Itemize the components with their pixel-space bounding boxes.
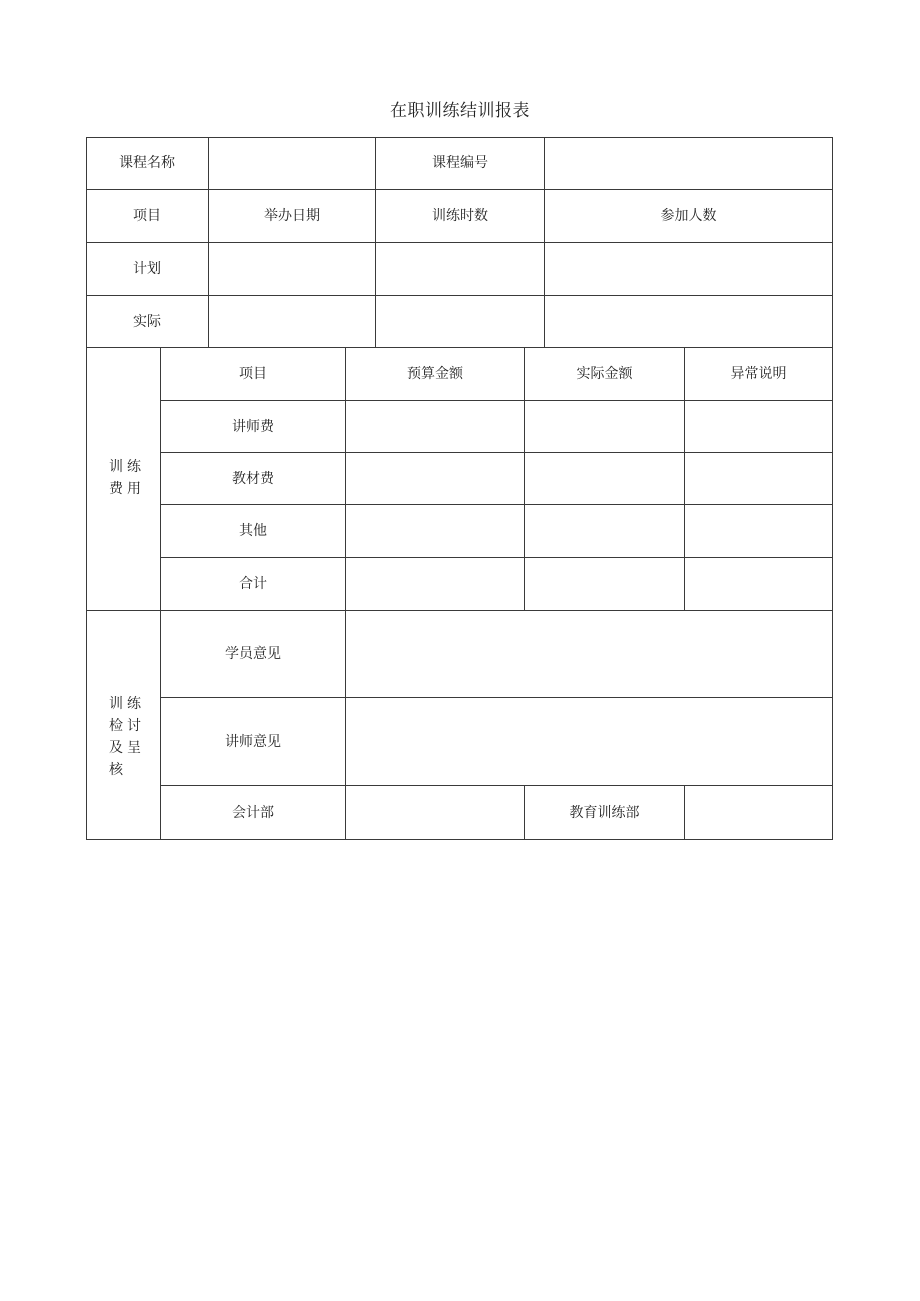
- accounting-label: 会计部: [232, 804, 274, 821]
- course-name-label: 课程名称: [119, 155, 175, 171]
- expense-budget-field[interactable]: [346, 453, 524, 504]
- course-code-field[interactable]: [545, 137, 832, 189]
- course-code-label: 课程编号: [432, 155, 488, 171]
- expense-row-label: 其他: [239, 523, 267, 539]
- schedule-header-participants: 参加人数: [660, 208, 717, 224]
- actual-participants-field[interactable]: [545, 296, 832, 347]
- expense-header-budget: 预算金额: [407, 366, 463, 382]
- plan-hours-field[interactable]: [376, 243, 544, 295]
- expense-row-label: 讲师费: [232, 418, 274, 435]
- education-dept-field[interactable]: [685, 786, 832, 839]
- expense-actual-field[interactable]: [525, 401, 684, 452]
- instructor-opinion-label: 讲师意见: [225, 733, 281, 750]
- plan-date-field[interactable]: [209, 243, 375, 295]
- expense-actual-field[interactable]: [525, 558, 684, 610]
- actual-date-field[interactable]: [209, 296, 375, 347]
- schedule-header-date: 举办日期: [264, 208, 320, 224]
- actual-row-label: 实际: [133, 313, 161, 330]
- schedule-header-hours: 训练时数: [432, 208, 488, 224]
- review-section-label: 训练检讨及呈核: [109, 696, 145, 778]
- document-title: 在职训练结训报表: [390, 101, 530, 121]
- course-name-field[interactable]: [209, 137, 375, 189]
- expense-row-label: 合计: [239, 576, 267, 592]
- expense-note-field[interactable]: [685, 505, 832, 557]
- expense-budget-field[interactable]: [346, 401, 524, 452]
- border-bottom: [86, 839, 833, 840]
- expense-header-actual: 实际金额: [576, 366, 633, 382]
- plan-row-label: 计划: [133, 261, 161, 277]
- instructor-opinion-field[interactable]: [346, 698, 832, 785]
- expense-header-note: 异常说明: [730, 366, 787, 382]
- expense-section-label: 训练费用: [109, 459, 145, 497]
- schedule-header-item: 项目: [133, 208, 161, 224]
- expense-header-item: 项目: [239, 366, 267, 382]
- expense-budget-field[interactable]: [346, 558, 524, 610]
- student-opinion-label: 学员意见: [225, 646, 281, 662]
- expense-note-field[interactable]: [685, 401, 832, 452]
- actual-hours-field[interactable]: [376, 296, 544, 347]
- student-opinion-field[interactable]: [346, 611, 832, 697]
- expense-row-label: 教材费: [232, 470, 274, 487]
- training-report-form: [86, 137, 833, 840]
- education-dept-label: 教育训练部: [569, 804, 640, 821]
- plan-participants-field[interactable]: [545, 243, 832, 295]
- expense-actual-field[interactable]: [525, 453, 684, 504]
- expense-budget-field[interactable]: [346, 505, 524, 557]
- accounting-field[interactable]: [346, 786, 524, 839]
- expense-note-field[interactable]: [685, 453, 832, 504]
- expense-note-field[interactable]: [685, 558, 832, 610]
- expense-actual-field[interactable]: [525, 505, 684, 557]
